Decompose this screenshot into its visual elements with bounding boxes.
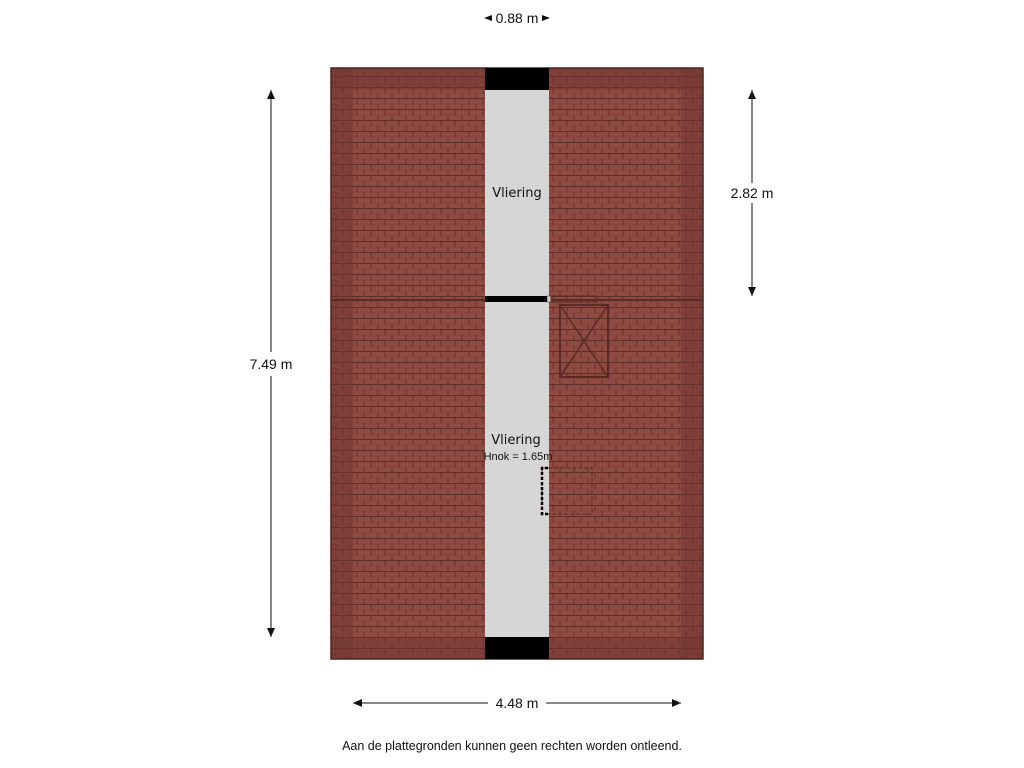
room-label-upper: Vliering — [492, 186, 542, 201]
room-note-lower: Hnok = 1.65m — [483, 451, 553, 463]
roof-edge-right — [681, 68, 703, 659]
dim-bottom-label: 4.48 m — [495, 695, 539, 711]
floor-lower — [485, 302, 549, 637]
dimension-right — [726, 90, 778, 296]
disclaimer-text: Aan de plattegronden kunnen geen rechten worden ontleend. — [342, 739, 682, 753]
dim-top-arrow-left — [484, 15, 492, 21]
wall-top — [485, 68, 549, 90]
attic-floor — [485, 90, 549, 637]
dimension-top — [484, 10, 550, 26]
wall-bottom — [485, 637, 549, 659]
wall-divider — [485, 296, 547, 302]
wall-divider-stub — [547, 296, 551, 302]
room-label-lower: Vliering — [491, 433, 541, 448]
dimension-bottom — [353, 695, 681, 711]
dim-top-label: 0.88 m — [495, 10, 539, 26]
dimension-left — [250, 90, 293, 637]
roof-edge-left — [331, 68, 353, 659]
dim-top-arrow-right — [542, 15, 550, 21]
dim-left-label: 7.49 m — [249, 356, 293, 372]
dim-right-label: 2.82 m — [730, 185, 774, 201]
